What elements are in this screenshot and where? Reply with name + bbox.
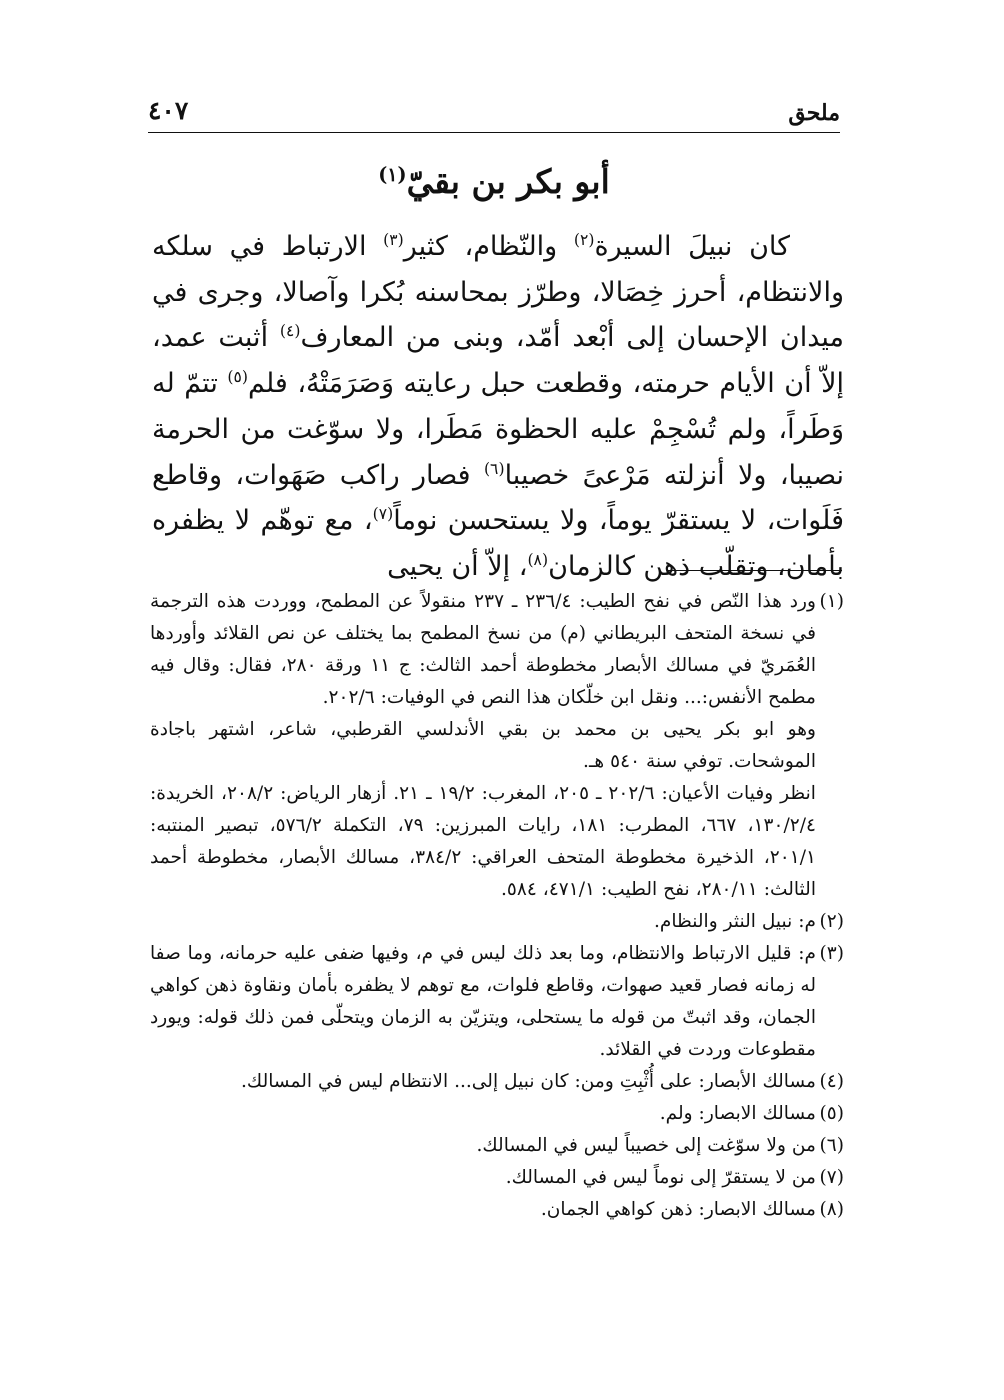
page-number: ٤٠٧ [148, 96, 189, 125]
text-run: فصار راكب صَهَوات، وقاطع فَلَوات، لا يستقرّ يوماً، ولا يستحسن نوماً [152, 459, 845, 537]
text-run: ، إلاّ أن يحيى [387, 550, 528, 582]
footnote-number: (٥) [819, 1103, 844, 1124]
footnote-separator [668, 570, 842, 571]
footnote-text [150, 586, 816, 714]
footnote-text: من ولا سوّغت إلى خصيباً ليس في المسالك. [476, 1135, 816, 1156]
running-head: ملحق [788, 100, 840, 126]
footnote [150, 938, 844, 1066]
text-run: ، مع توهّم لا يظفره بأمان، وتقلّب ذهن كالزمان [152, 505, 844, 582]
footnote-text: م: قليل الارتباط والانتظام، وما بعد ذلك ليس في م، وفيها ضفى عليه حرمانه، وما صفا له زمانه فصار قعيد صهوات، وقاطع فلوات، مع توهم لا يظفره بأمان ونقاوة ذهن كواهي الجمان، وقد اثبتّ من قوله ما يستحلى، ويتزيّن به الزمان ويتحلّى فمن ذلك قوله: ويورد مقطوعات وردت في القلائد. [150, 943, 816, 1060]
footnote-number: (٣) [819, 943, 844, 964]
footnote-ref: (٢) [573, 230, 595, 249]
footnote-number: (٧) [819, 1167, 844, 1188]
page-header [148, 92, 840, 133]
footnote-ref: (٤) [279, 321, 301, 341]
text-run: كان نبيلَ السيرة [594, 231, 791, 262]
footnote [150, 1162, 844, 1194]
footnote-paragraph: وهو ابو بكر يحيى بن محمد بن بقي الأندلسي القرطبي، شاعر، اشتهر باجادة الموشحات. توفي سنة ٥٤٠ هـ. [150, 719, 816, 772]
footnote-text: مسالك الابصار: ذهن كواهي الجمان. [540, 1199, 816, 1220]
section-title [148, 162, 840, 201]
footnote [150, 1066, 844, 1098]
footnote-ref: (٨) [527, 549, 549, 569]
footnote-paragraph: انظر وفيات الأعيان: ٢٠٢/٦ ـ ٢٠٥، المغرب: ١٩/٢ ـ ٢١. أزهار الرياض: ٢٠٨/٢، الخريدة: ١٣٠/٢/٤، ٦٦٧، المطرب: ١٨١، رايات المبرزين: ٧٩، التكملة ٥٧٦/٢، تبصير المنتبه: ٢٠١/١، الذخيرة مخطوطة المتحف العراقي: ٣٨٤/٢، مسالك الأبصار، مخطوطة أحمد الثالث: ٢٨٠/١١، نفح الطيب: ٤٧١/١، ٥٨٤. [150, 783, 816, 900]
footnote-number: (٢) [819, 911, 844, 932]
footnote-text: من لا يستقرّ إلى نوماً ليس في المسالك. [505, 1167, 816, 1188]
text-run: أثبت عمد، إلاّ أن الأيام حرمته، وقطعت حبل رعايته وَصَرَمَتْهُ، فلم [152, 322, 845, 400]
footnote-text: م: نبيل النثر والنظام. [653, 911, 816, 932]
footnotes [150, 586, 844, 1226]
footnote-text: مسالك الأبصار: على أُثْبِتِ ومن: كان نبيل إلى... الانتظام ليس في المسالك. [241, 1071, 816, 1092]
footnote-text: مسالك الابصار: ولم. [659, 1103, 816, 1124]
text-run: تتمّ له وَطَراً، ولم تُسْجِمْ عليه الحظوة مَطَرا، ولا سوّغت من الحرمة نصيبا، ولا أنزلته مَرْعىً خصيبا [152, 368, 844, 491]
footnote-paragraph: ورد هذا النّص في نفح الطيب: ٢٣٦/٤ ـ ٢٣٧ منقولاً عن المطمح، ووردت هذه الترجمة في نسخة المتحف البريطاني (م) من نسخ المطمح بما يختلف عن نص القلائد وأوردها العُمَريّ في مسالك الأبصار مخطوطة أحمد الثالث: ج ١١ ورقة ٢٨٠، فقال: وقال فيه مطمح الأنفس:... ونقل ابن خلّكان هذا النص في الوفيات: ٢٠٢/٦. [150, 591, 816, 708]
footnote-ref: (٧) [372, 504, 394, 524]
footnote [150, 586, 844, 714]
text-run: والنّظام، كثير [403, 231, 574, 262]
footnote-ref: (٥) [227, 367, 249, 387]
footnote-ref: (٣) [383, 230, 404, 249]
footnote [150, 1130, 844, 1162]
main-paragraph [152, 224, 844, 590]
footnote-ref: (١) [378, 163, 407, 186]
footnote-number: (٨) [819, 1199, 844, 1220]
footnote-continuation [150, 714, 844, 906]
footnote [150, 1194, 844, 1226]
footnote-number: (١) [819, 591, 844, 612]
section-title-text: أبو بكر بن بقيّ [406, 162, 610, 201]
footnote-ref: (٦) [483, 458, 505, 478]
footnote-number: (٤) [819, 1071, 844, 1092]
footnote-text [150, 714, 816, 906]
footnote-number: (٦) [819, 1135, 844, 1156]
text-run: الارتباط في سلكه والانتظام، أحرز خِصَالا، وطرّز بمحاسنه بُكرا وآصالا، وجرى في ميدان الإحسان إلى أبْعد أمّد، وبنى من المعارف [152, 231, 844, 354]
footnote [150, 906, 844, 938]
main-text [152, 224, 844, 590]
footnote [150, 1098, 844, 1130]
